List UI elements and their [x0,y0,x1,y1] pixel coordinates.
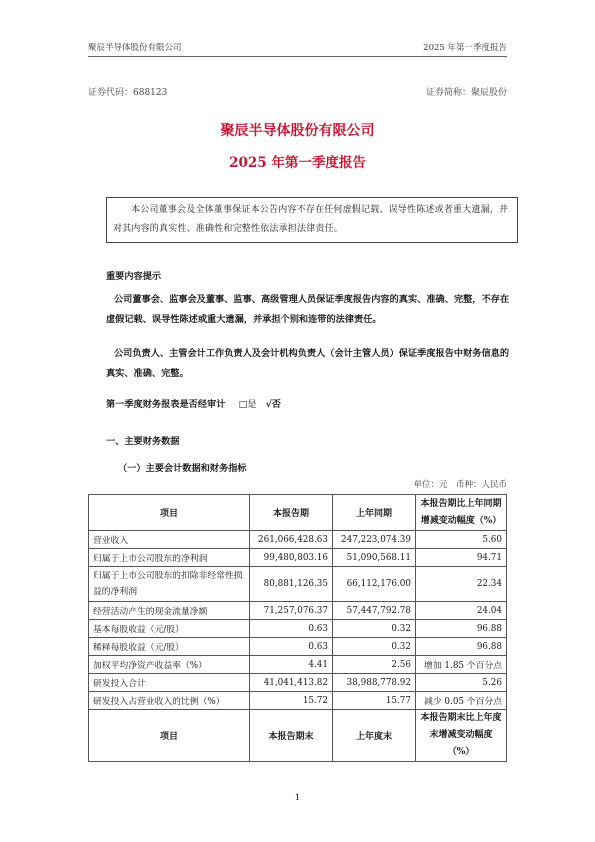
unit-currency: 单位：元 币种：人民币 [413,480,507,490]
cell-item: 营业收入 [89,531,250,549]
cell-change: 减少 0.05 个百分点 [416,692,507,710]
cell-item: 经营活动产生的现金流量净额 [89,602,250,620]
table-row [89,656,507,674]
financial-table [88,494,507,762]
cell-current: 41,041,413.82 [250,674,333,692]
table-row [89,567,507,602]
important-heading: 重要内容提示 [106,271,162,282]
cell-item: 基本每股收益（元/股） [89,620,250,638]
running-header-report: 2025 年第一季度报告 [423,43,507,53]
cell-item: 稀释每股收益（元/股） [89,638,250,656]
audit-yes-checkbox: □是 [238,399,257,410]
cell-current: 4.41 [250,656,333,674]
table-row [89,620,507,638]
cell-prior: 15.77 [333,692,416,710]
th-change: 本报告期比上年同期增减变动幅度（%） [416,495,507,531]
cell-change: 94.71 [416,549,507,567]
table-row [89,692,507,710]
th2-prior-year-end: 上年度末 [333,710,416,762]
th2-item: 项目 [89,710,250,762]
title-company: 聚辰半导体股份有限公司 [220,123,375,139]
running-header-company: 聚辰半导体股份有限公司 [88,43,182,53]
important-paragraph-1: 公司董事会、监事会及董事、监事、高级管理人员保证季度报告内容的真实、准确、完整，不存在虚假记载、误导性陈述或重大遗漏，并承担个别和连带的法律责任。 [106,294,510,325]
security-short-name: 证券简称：聚辰股份 [425,88,507,98]
cell-current: 261,066,428.63 [250,531,333,549]
audit-question [106,396,281,410]
cell-item: 研发投入占营业收入的比例（%） [89,692,250,710]
cell-current: 99,480,803.16 [250,549,333,567]
cell-item: 归属于上市公司股东的扣除非经常性损益的净利润 [89,567,250,602]
cell-prior: 0.32 [333,620,416,638]
cell-current: 80,881,126.35 [250,567,333,602]
cell-item: 研发投入合计 [89,674,250,692]
cell-change: 5.60 [416,531,507,549]
cell-change: 96.88 [416,638,507,656]
cell-prior: 247,223,074.39 [333,531,416,549]
cell-change: 24.04 [416,602,507,620]
th-current: 本报告期 [250,495,333,531]
cell-change: 5.26 [416,674,507,692]
security-code: 证券代码：688123 [88,88,168,98]
cell-prior: 2.56 [333,656,416,674]
cell-item: 归属于上市公司股东的净利润 [89,549,250,567]
section-main-financial-data: 一、主要财务数据 [106,436,180,447]
cell-current: 15.72 [250,692,333,710]
th2-change: 本报告期末比上年度末增减变动幅度（%） [416,710,507,762]
table-row [89,638,507,656]
header-divider [88,56,507,57]
table-header-row [89,495,507,531]
important-paragraph-2: 公司负责人、主管会计工作负责人及会计机构负责人（会计主管人员）保证季度报告中财务信息的真实、准确、完整。 [106,348,510,379]
notice-box: 本公司董事会及全体董事保证本公告内容不存在任何虚假记载、误导性陈述或者重大遗漏，并对其内容的真实性、准确性和完整性依法承担法律责任。 [106,197,518,243]
page-number: 1 [294,793,301,803]
cell-item: 加权平均净资产收益率（%） [89,656,250,674]
table-row [89,531,507,549]
cell-prior: 57,447,792.78 [333,602,416,620]
title-report: 2025 年第一季度报告 [229,155,366,171]
cell-prior: 38,988,778.92 [333,674,416,692]
audit-question-text: 第一季度财务报表是否经审计 [106,399,226,410]
cell-current: 71,257,076.37 [250,602,333,620]
cell-current: 0.63 [250,638,333,656]
table-row [89,674,507,692]
th-item: 项目 [89,495,250,531]
table-header-row-2 [89,710,507,762]
cell-change: 96.88 [416,620,507,638]
cell-change: 22.34 [416,567,507,602]
cell-change: 增加 1.85 个百分点 [416,656,507,674]
table-row [89,602,507,620]
th2-period-end: 本报告期末 [250,710,333,762]
table-row [89,549,507,567]
cell-current: 0.63 [250,620,333,638]
audit-no-checkbox: √否 [265,399,281,410]
cell-prior: 0.32 [333,638,416,656]
cell-prior: 66,112,176.00 [333,567,416,602]
cell-prior: 51,090,568.11 [333,549,416,567]
th-prior: 上年同期 [333,495,416,531]
section-key-accounting-data: （一）主要会计数据和财务指标 [118,463,247,474]
